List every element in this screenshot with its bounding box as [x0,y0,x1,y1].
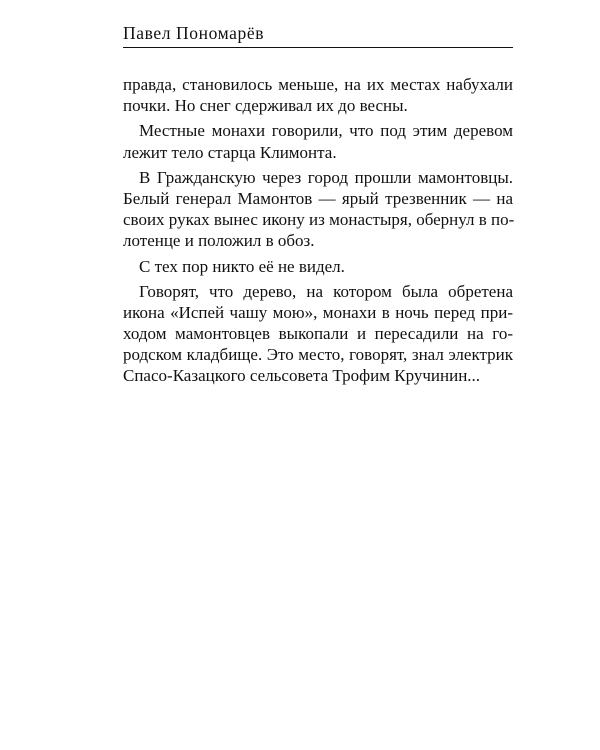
text-line: лежит тело старца Климонта. [123,142,337,162]
text-line: Спасо-Казацкого сельсовета Трофим Кручинин... [123,366,481,386]
text-line: Белый генерал Мамонтов — ярый трезвенник — на [123,188,513,208]
text-line: правда, становилось меньше, на их местах набухали [123,75,513,94]
author-name: Павел Пономарёв [123,23,265,43]
text-line: своих руках вынес икону из монастыря, обернул в по- [123,210,515,230]
text-line: Местные монахи говорили, что под этим деревом [139,121,513,141]
text-line: икона «Испей чашу мою», монахи в ночь перед при- [123,302,513,322]
text-line: родском кладбище. Это место, говорят, знал электрик [123,345,513,365]
text-line: Говорят, что дерево, на котором была обретена [139,281,513,301]
running-header [123,22,513,46]
text-line: почки. Но снег сдерживал их до весны. [123,96,408,116]
text-line: С тех пор никто её не видел. [139,256,345,276]
text-line: ходом мамонтовцев выкопали и пересадили на го- [123,324,513,344]
header-divider [123,47,513,48]
page-body [123,74,513,387]
text-line: лотенце и положил в обоз. [123,231,315,251]
text-line: В Гражданскую через город прошли мамонтовцы. [139,167,513,187]
